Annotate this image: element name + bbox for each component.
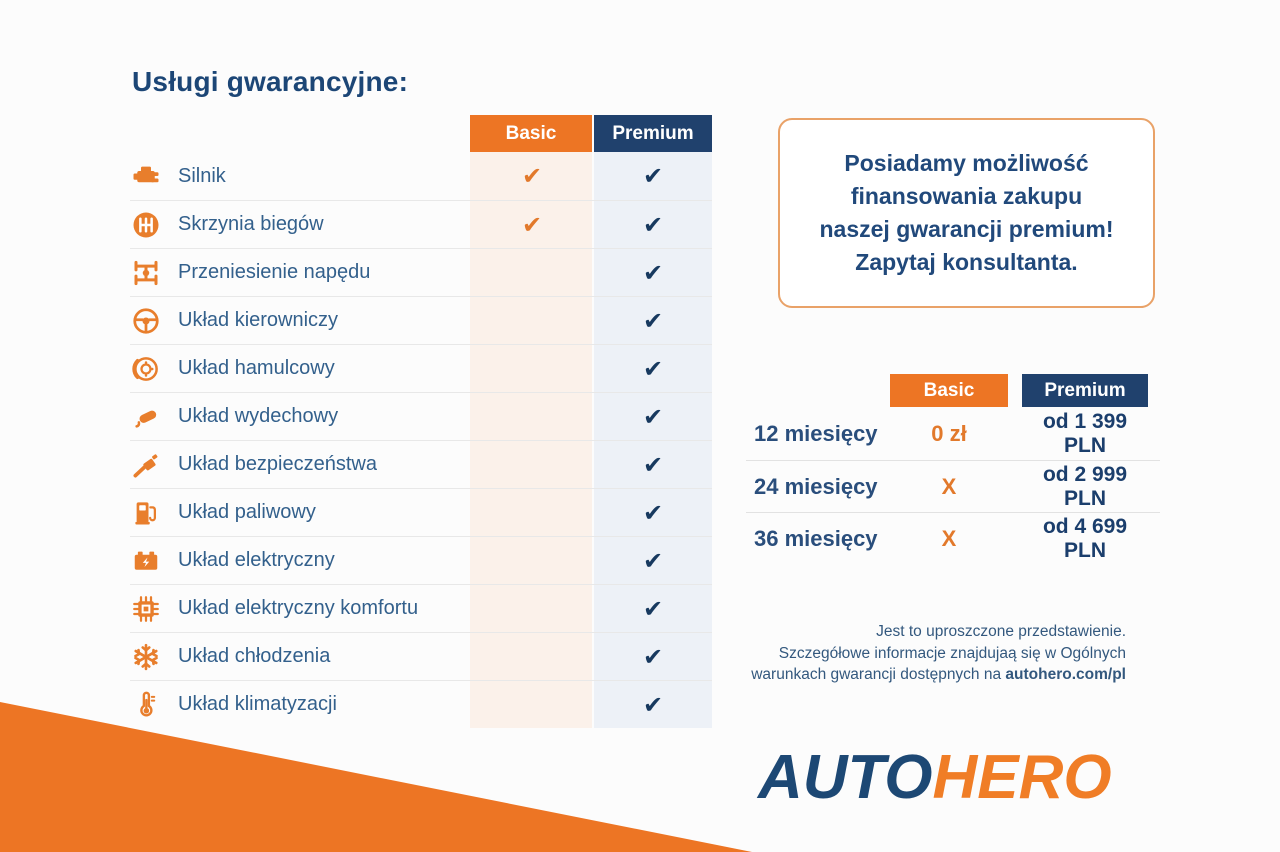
row-label: Układ kierowniczy [178,309,339,331]
disclaimer-line-1: Jest to uproszczone przedstawienie. [876,623,1126,640]
table-row [130,296,712,344]
premium-checkmark: ✔ [642,258,664,287]
financing-callout-box [778,118,1155,308]
premium-checkmark: ✔ [642,402,664,431]
row-label: Układ wydechowy [178,405,339,427]
premium-checkmark: ✔ [642,498,664,527]
premium-checkmark: ✔ [642,210,664,239]
table-row [130,632,712,680]
pricing-row [746,512,1160,564]
logo-auto-part: AUTO [758,743,933,812]
table-row [130,680,712,728]
pricing-header-basic: Basic [890,374,1008,407]
steering-wheel-icon [130,306,176,336]
table-row [130,152,712,200]
pricing-term: 24 miesięcy [754,473,878,499]
column-header-premium: Premium [594,115,712,152]
autohero-url-link[interactable]: autohero.com/pl [1005,666,1126,683]
premium-checkmark: ✔ [642,690,664,719]
row-label: Układ hamulcowy [178,357,335,379]
premium-checkmark: ✔ [642,594,664,623]
row-label: Układ elektryczny [178,549,335,571]
exhaust-icon [130,402,176,432]
table-row [130,392,712,440]
thermometer-icon [130,690,176,720]
basic-checkmark: ✔ [521,162,543,190]
column-header-basic: Basic [470,115,592,152]
row-label: Układ paliwowy [178,501,316,523]
row-label: Przeniesienie napędu [178,261,371,283]
table-row [130,344,712,392]
row-label: Skrzynia biegów [178,213,324,235]
comparison-rows [130,152,712,728]
disclaimer-line-3: warunkach gwarancji dostępnych na autohero.com/pl [751,666,1126,683]
table-row [130,200,712,248]
table-row [130,536,712,584]
premium-checkmark: ✔ [642,642,664,671]
fuel-pump-icon [130,498,176,528]
seatbelt-icon [130,450,176,480]
logo-hero-part: HERO [932,743,1112,812]
table-row [130,440,712,488]
page-title: Usługi gwarancyjne: [132,66,409,97]
row-label: Układ elektryczny komfortu [178,597,419,619]
pricing-premium-value: od 2 999 PLN [1042,462,1128,510]
row-label: Silnik [178,164,226,187]
pricing-basic-value: X [941,473,957,499]
brake-icon [130,354,176,384]
autohero-logo [758,742,1112,813]
premium-checkmark: ✔ [642,306,664,335]
row-label: Układ bezpieczeństwa [178,453,377,475]
engine-icon [130,161,176,191]
disclaimer-line-2: Szczegółowe informacje znajdujaą się w Ogólnych [778,644,1126,662]
premium-checkmark: ✔ [642,546,664,575]
basic-checkmark: ✔ [521,210,543,239]
pricing-term: 12 miesięcy [754,421,878,446]
battery-icon [130,546,176,576]
premium-checkmark: ✔ [642,450,664,479]
row-label: Układ chłodzenia [178,645,331,667]
pricing-basic-value: X [941,525,957,551]
pricing-premium-value: od 1 399 PLN [1042,410,1128,457]
table-row [130,488,712,536]
financing-callout-text: Posiadamy możliwość finansowania zakupu naszej gwarancji premium! Zapytaj konsultanta. [819,150,1114,275]
pricing-header-premium: Premium [1022,374,1148,407]
gearbox-icon [130,210,176,240]
premium-checkmark: ✔ [642,162,664,190]
pricing-row [746,460,1160,512]
row-label: Układ klimatyzacji [178,693,337,715]
table-row [130,584,712,632]
drivetrain-icon [130,258,176,288]
table-row [130,248,712,296]
chip-icon [130,594,176,624]
snowflake-icon [130,642,176,672]
pricing-premium-value: od 4 699 PLN [1042,514,1128,562]
premium-checkmark: ✔ [642,354,664,383]
pricing-basic-value: 0 zł [931,421,967,446]
pricing-row [746,408,1160,460]
pricing-rows [746,408,1160,564]
pricing-term: 36 miesięcy [754,525,878,551]
